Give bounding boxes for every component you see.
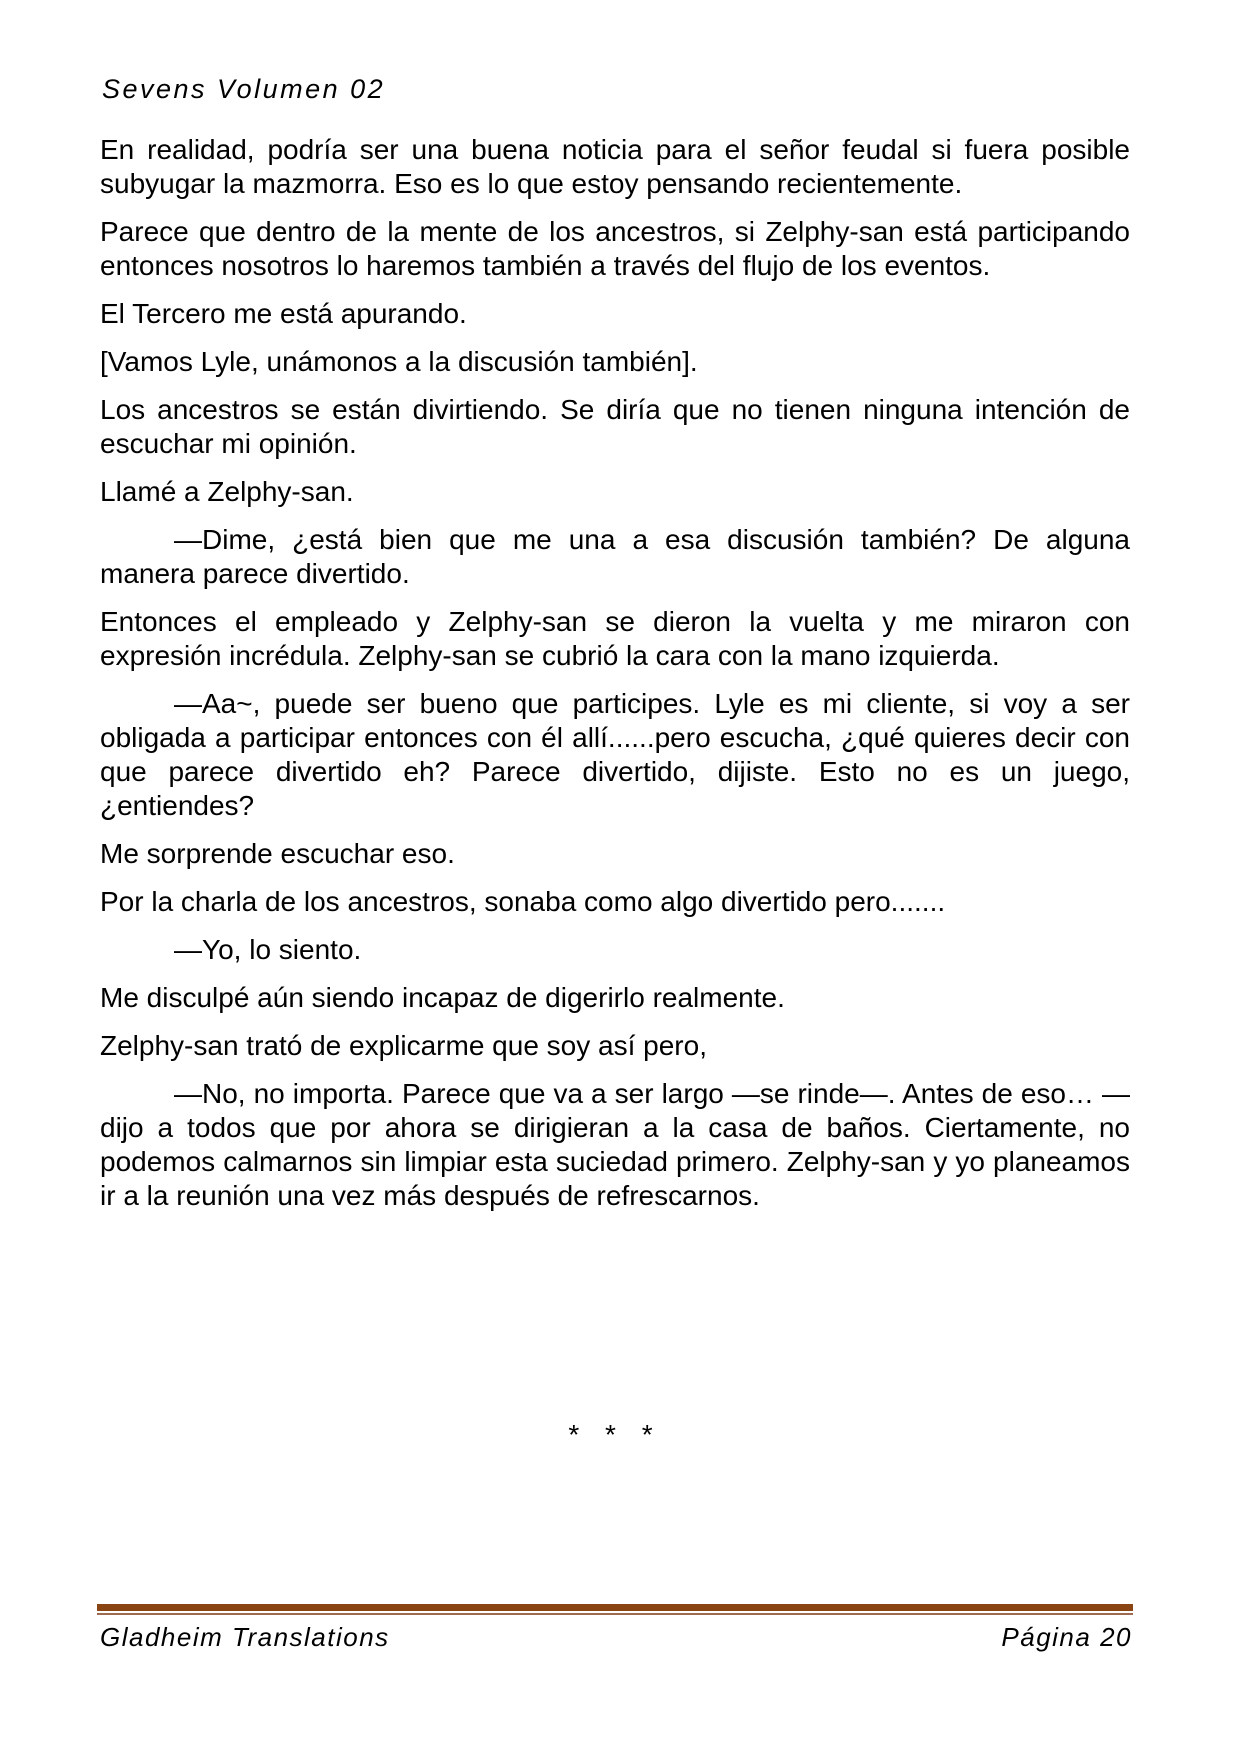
paragraph: En realidad, podría ser una buena noticia para el señor feudal si fuera posible subyugar la mazmorra. Eso es lo que estoy pensando recientemente. [100, 134, 1130, 199]
section-separator: * * * [568, 1419, 662, 1450]
paragraph: Me sorprende escuchar eso. [100, 838, 455, 869]
header-title: Sevens Volumen 02 [102, 74, 386, 104]
paragraph: —No, no importa. Parece que va a ser largo —se rinde—. Antes de eso… —dijo a todos que por ahora se dirigieran a la casa de baños. Ciertamente, no podemos calmarnos sin limpiar esta suciedad primero. Zelphy-san y yo planeamos ir a la reunión una vez más después de refrescarnos. [100, 1078, 1130, 1211]
paragraph: —Aa~, puede ser bueno que participes. Lyle es mi cliente, si voy a ser obligada a participar entonces con él allí......pero escucha, ¿qué quieres decir con que parece divertido eh? Parece divertido, dijiste. Esto no es un juego, ¿entiendes? [100, 688, 1130, 821]
footer-rule-thin [97, 1613, 1133, 1615]
paragraph: Los ancestros se están divirtiendo. Se diría que no tienen ninguna intención de escuchar mi opinión. [100, 394, 1130, 459]
paragraph: Parece que dentro de la mente de los ancestros, si Zelphy-san está participando entonces nosotros lo haremos también a través del flujo de los eventos. [100, 216, 1130, 281]
page-header [102, 74, 385, 105]
paragraph: [Vamos Lyle, unámonos a la discusión también]. [100, 346, 698, 377]
paragraph: —Yo, lo siento. [174, 934, 362, 965]
footer-translator-credit: Gladheim Translations [100, 1622, 390, 1652]
document-body [100, 133, 1130, 1452]
paragraph: —Dime, ¿está bien que me una a esa discusión también? De alguna manera parece divertido. [100, 524, 1130, 589]
paragraph: Llamé a Zelphy-san. [100, 476, 354, 507]
paragraph: Me disculpé aún siendo incapaz de digerirlo realmente. [100, 982, 785, 1013]
footer-rule [97, 1604, 1133, 1615]
page-footer [100, 1622, 1132, 1653]
footer-page-number: Página 20 [1001, 1622, 1132, 1652]
paragraph: Por la charla de los ancestros, sonaba como algo divertido pero....... [100, 886, 946, 917]
paragraph: Zelphy-san trató de explicarme que soy así pero, [100, 1030, 707, 1061]
paragraph: Entonces el empleado y Zelphy-san se dieron la vuelta y me miraron con expresión incrédula. Zelphy-san se cubrió la cara con la mano izquierda. [100, 606, 1130, 671]
body-paragraphs [100, 133, 1130, 1213]
footer-rule-thick [97, 1604, 1133, 1611]
paragraph: El Tercero me está apurando. [100, 298, 467, 329]
